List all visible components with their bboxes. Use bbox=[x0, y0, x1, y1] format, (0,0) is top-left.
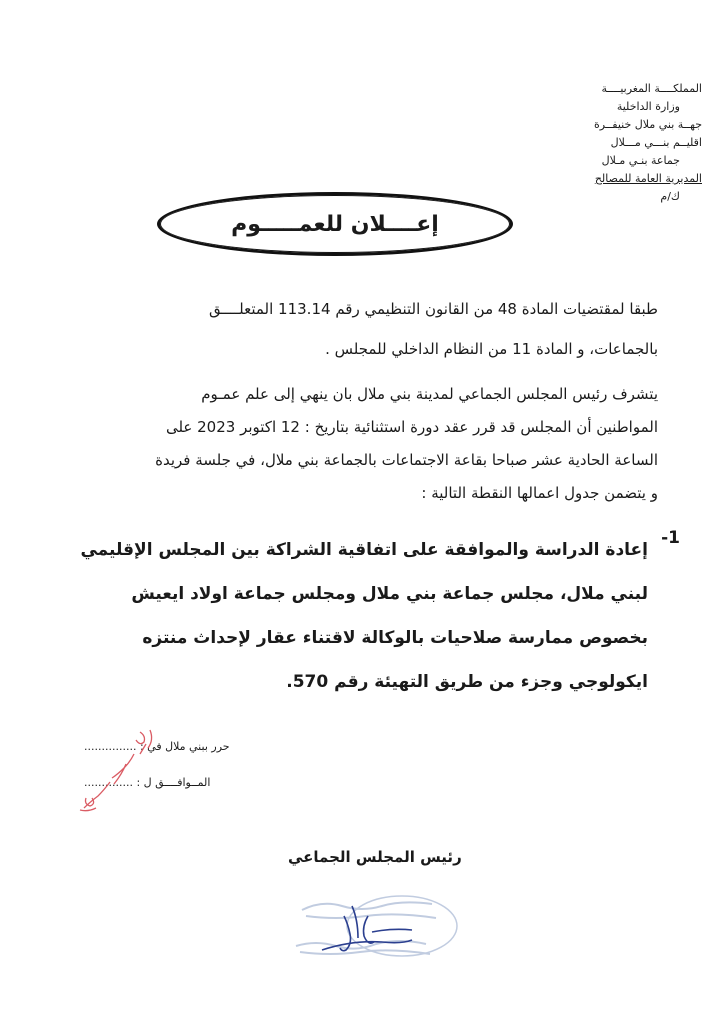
page-title: إعــــلان للعمـــــوم bbox=[231, 211, 439, 237]
intro-line-1: طبقا لمقتضيات المادة 48 من القانون التنظيمي رقم 113.14 المتعلــــق bbox=[209, 300, 658, 318]
agenda-line-3: بخصوص ممارسة صلاحيات بالوكالة لاقتناء عقار لإحداث منتزه bbox=[142, 628, 648, 648]
body-line-4: و يتضمن جدول اعمالها النقطة التالية : bbox=[421, 484, 658, 502]
body-line-3: الساعة الحادية عشر صباحا بقاعة الاجتماعات بالجماعة بني ملال، في جلسة فريدة bbox=[155, 451, 658, 469]
agenda-line-2: لبني ملال، مجلس جماعة بني ملال ومجلس جماعة اولاد ايعيش bbox=[131, 584, 648, 604]
handwritten-date-stamp bbox=[66, 724, 166, 824]
letterhead bbox=[512, 80, 702, 206]
announcement-body bbox=[58, 378, 658, 510]
title-oval bbox=[157, 192, 513, 256]
body-line-2: المواطنين أن المجلس قد قرر عقد دورة استثنائية بتاريخ : 12 اكتوبر 2023 على bbox=[165, 418, 658, 436]
intro-line-2: بالجماعات، و المادة 11 من النظام الداخلي للمجلس . bbox=[325, 340, 658, 358]
agenda-item bbox=[78, 528, 680, 704]
agenda-line-4: ايكولوجي وجزء من طريق التهيئة رقم 570. bbox=[286, 672, 648, 692]
agenda-line-1: إعادة الدراسة والموافقة على اتفاقية الشراكة بين المجلس الإقليمي bbox=[80, 540, 648, 560]
official-stamp-and-signature bbox=[282, 886, 472, 966]
letterhead-directorate: المديرية العامة للمصالح bbox=[594, 172, 702, 185]
letterhead-reference: ك/م bbox=[660, 190, 680, 203]
letterhead-kingdom: المملكــــة المغربيــــة bbox=[601, 82, 702, 95]
signer-title: رئيس المجلس الجماعي bbox=[288, 848, 462, 866]
corresponding-date-field: المــوافــــق ل : .............. bbox=[84, 776, 211, 789]
letterhead-province: اقليــم بنـــي مـــلال bbox=[610, 136, 702, 149]
letterhead-commune: جماعة بنـي مـلال bbox=[601, 154, 680, 167]
letterhead-region: جهــة بني ملال خنيفــرة bbox=[594, 118, 702, 131]
written-at-field: حرر ببني ملال في : ............... bbox=[84, 740, 230, 753]
letterhead-ministry: وزارة الداخلية bbox=[616, 100, 680, 113]
body-line-1: يتشرف رئيس المجلس الجماعي لمدينة بني ملال بان ينهي إلى علم عمـوم bbox=[201, 385, 658, 403]
agenda-item-number: 1- bbox=[661, 528, 680, 548]
